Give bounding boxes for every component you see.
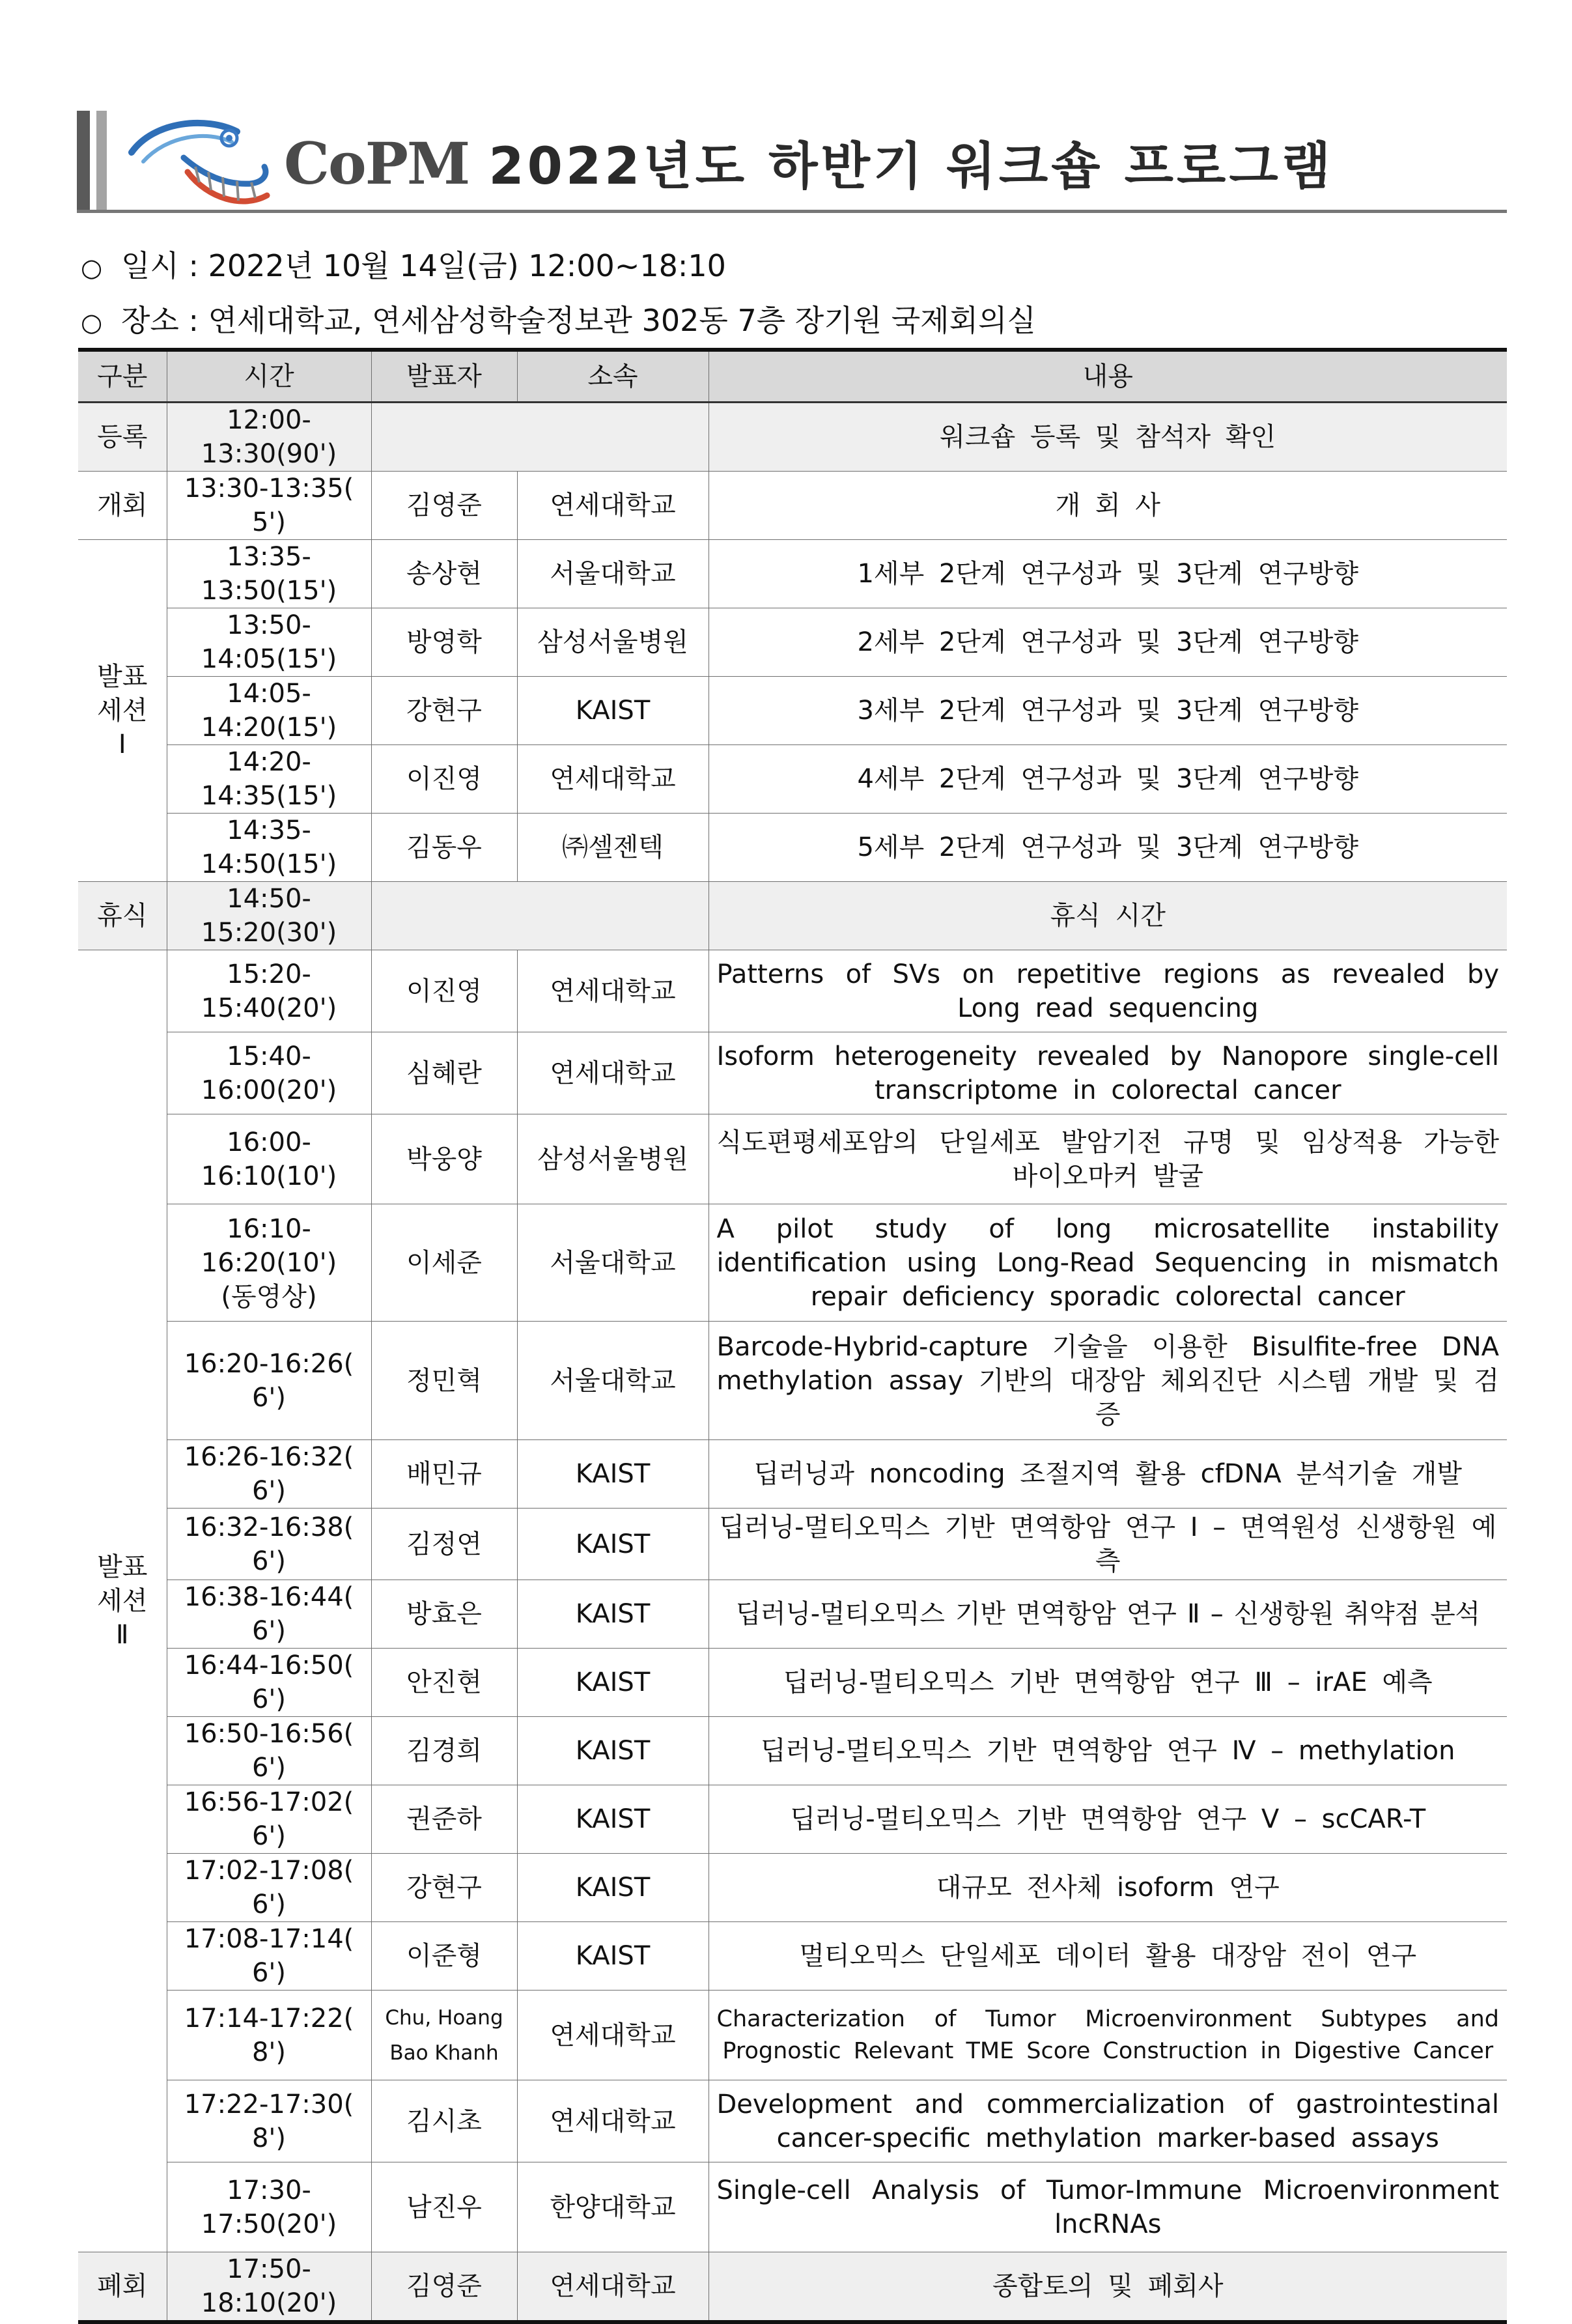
affiliation-cell: KAIST (517, 1440, 709, 1509)
table-row (78, 677, 1507, 745)
header-accent-bars (77, 111, 111, 210)
presenter-cell: 김시초 (371, 2080, 517, 2162)
empty-cell (371, 882, 709, 950)
time-cell: 13:35-13:50(15') (167, 540, 371, 608)
info-date-line: ○ 일시 : 2022년 10월 14일(금) 12:00~18:10 (81, 248, 726, 283)
presenter-cell: Chu, Hoang Bao Khanh (371, 1991, 517, 2080)
content-cell: 2세부 2단계 연구성과 및 3단계 연구방향 (709, 608, 1507, 677)
affiliation-cell: 삼성서울병원 (517, 608, 709, 677)
presenter-cell: 이세준 (371, 1204, 517, 1322)
column-header: 구분 (78, 350, 167, 403)
time-cell: 14:20-14:35(15') (167, 745, 371, 814)
time-cell: 16:20-16:26( 6') (167, 1322, 371, 1440)
content-cell: Characterization of Tumor Microenvironment Subtypes and Prognostic Relevant TME Score Construction in Digestive Cancer (709, 1991, 1507, 2080)
content-cell: Single-cell Analysis of Tumor-Immune Microenvironment lncRNAs (709, 2162, 1507, 2252)
affiliation-cell: 연세대학교 (517, 1991, 709, 2080)
info-place-line: ○ 장소 : 연세대학교, 연세삼성학술정보관 302동 7층 장기원 국제회의실 (81, 303, 1036, 338)
table-row (78, 1785, 1507, 1854)
affiliation-cell: 연세대학교 (517, 1032, 709, 1114)
affiliation-cell: KAIST (517, 1649, 709, 1717)
time-cell: 14:50-15:20(30') (167, 882, 371, 950)
time-cell: 16:32-16:38( 6') (167, 1509, 371, 1580)
bullet-icon: ○ (81, 253, 103, 282)
table-row (78, 1922, 1507, 1991)
presenter-cell: 김경희 (371, 1717, 517, 1785)
date-value: 2022년 10월 14일(금) 12:00~18:10 (208, 248, 726, 283)
table-row (78, 1991, 1507, 2080)
page-title (284, 128, 1334, 199)
presenter-cell: 강현구 (371, 1854, 517, 1922)
presenter-cell: 김영준 (371, 2252, 517, 2323)
table-row (78, 1032, 1507, 1114)
presenter-cell: 송상현 (371, 540, 517, 608)
content-cell: 식도편평세포암의 단일세포 발암기전 규명 및 임상적용 가능한 바이오마커 발굴 (709, 1114, 1507, 1204)
column-header: 내용 (709, 350, 1507, 403)
category-cell: 휴식 (78, 882, 167, 950)
empty-cell (371, 403, 709, 472)
video-note: (동영상) (221, 1281, 317, 1312)
presenter-cell: 안진현 (371, 1649, 517, 1717)
time-cell: 17:30-17:50(20') (167, 2162, 371, 2252)
content-cell: 딥러닝과 noncoding 조절지역 활용 cfDNA 분석기술 개발 (709, 1440, 1507, 1509)
affiliation-cell: 연세대학교 (517, 745, 709, 814)
time-cell: 15:40-16:00(20') (167, 1032, 371, 1114)
table-row (78, 540, 1507, 608)
table-row (78, 1440, 1507, 1509)
affiliation-cell: 한양대학교 (517, 2162, 709, 2252)
presenter-cell: 권준하 (371, 1785, 517, 1854)
column-header: 시간 (167, 350, 371, 403)
column-header: 소속 (517, 350, 709, 403)
affiliation-cell: 서울대학교 (517, 540, 709, 608)
presenter-cell: 김정연 (371, 1509, 517, 1580)
time-cell: 16:26-16:32( 6') (167, 1440, 371, 1509)
affiliation-cell: 연세대학교 (517, 2080, 709, 2162)
presenter-cell: 박웅양 (371, 1114, 517, 1204)
content-cell: 대규모 전사체 isoform 연구 (709, 1854, 1507, 1922)
table-row (78, 950, 1507, 1032)
copm-dna-logo-icon (128, 112, 274, 210)
category-cell: 개회 (78, 472, 167, 540)
time-cell: 15:20-15:40(20') (167, 950, 371, 1032)
table-row (78, 1322, 1507, 1440)
program-table (78, 348, 1507, 2324)
brand-name: CoPM (284, 130, 470, 197)
affiliation-cell: KAIST (517, 1717, 709, 1785)
time-cell: 16:00-16:10(10') (167, 1114, 371, 1204)
content-cell: 멀티오믹스 단일세포 데이터 활용 대장암 전이 연구 (709, 1922, 1507, 1991)
table-row (78, 2252, 1507, 2323)
affiliation-cell: 서울대학교 (517, 1322, 709, 1440)
table-row (78, 814, 1507, 882)
table-row (78, 1509, 1507, 1580)
content-cell: Patterns of SVs on repetitive regions as revealed by Long read sequencing (709, 950, 1507, 1032)
presenter-cell: 남진우 (371, 2162, 517, 2252)
time-text: 16:10-16:20(10') (201, 1213, 337, 1278)
table-row (78, 1854, 1507, 1922)
table-row (78, 745, 1507, 814)
column-header: 발표자 (371, 350, 517, 403)
affiliation-cell: 연세대학교 (517, 950, 709, 1032)
content-cell: 딥러닝-멀티오믹스 기반 면역항암 연구 Ⅲ – irAE 예측 (709, 1649, 1507, 1717)
content-cell: 5세부 2단계 연구성과 및 3단계 연구방향 (709, 814, 1507, 882)
time-cell: 17:08-17:14( 6') (167, 1922, 371, 1991)
header-divider (77, 210, 1507, 213)
table-row (78, 2162, 1507, 2252)
category-cell-session1: 발표 세션 I (78, 540, 167, 882)
presenter-cell: 이준형 (371, 1922, 517, 1991)
table-row (78, 882, 1507, 950)
time-cell: 16:56-17:02( 6') (167, 1785, 371, 1854)
category-cell: 폐회 (78, 2252, 167, 2323)
content-cell: 딥러닝-멀티오믹스 기반 면역항암 연구 I – 면역원성 신생항원 예측 (709, 1509, 1507, 1580)
content-cell: Development and commercialization of gastrointestinal cancer-specific methylation marker-based assays (709, 2080, 1507, 2162)
affiliation-cell: 삼성서울병원 (517, 1114, 709, 1204)
presenter-cell: 방영학 (371, 608, 517, 677)
time-cell: 17:14-17:22( 8') (167, 1991, 371, 2080)
affiliation-cell: KAIST (517, 1509, 709, 1580)
table-header-row (78, 350, 1507, 403)
presenter-cell: 김영준 (371, 472, 517, 540)
category-cell: 등록 (78, 403, 167, 472)
time-cell: 14:35-14:50(15') (167, 814, 371, 882)
content-cell: 1세부 2단계 연구성과 및 3단계 연구방향 (709, 540, 1507, 608)
affiliation-cell: 연세대학교 (517, 2252, 709, 2323)
place-label: 장소 (121, 303, 179, 338)
table-row (78, 2080, 1507, 2162)
affiliation-cell: KAIST (517, 677, 709, 745)
presenter-cell: 이진영 (371, 950, 517, 1032)
time-cell: 16:38-16:44( 6') (167, 1580, 371, 1649)
bullet-icon: ○ (81, 308, 103, 337)
affiliation-cell: KAIST (517, 1785, 709, 1854)
accent-bar-light (96, 111, 107, 210)
time-cell: 17:50-18:10(20') (167, 2252, 371, 2323)
content-cell: 4세부 2단계 연구성과 및 3단계 연구방향 (709, 745, 1507, 814)
date-label: 일시 (121, 248, 179, 283)
content-cell: 딥러닝-멀티오믹스 기반 면역항암 연구 Ⅴ – scCAR-T (709, 1785, 1507, 1854)
time-cell: 17:02-17:08( 6') (167, 1854, 371, 1922)
time-cell: 13:50-14:05(15') (167, 608, 371, 677)
content-cell: A pilot study of long microsatellite instability identification using Long-Read Sequencing in mismatch repair deficiency sporadic colorectal cancer (709, 1204, 1507, 1322)
accent-bar-dark (77, 111, 90, 210)
affiliation-cell: KAIST (517, 1580, 709, 1649)
affiliation-cell: ㈜셀젠텍 (517, 814, 709, 882)
content-cell: Isoform heterogeneity revealed by Nanopore single-cell transcriptome in colorectal cancer (709, 1032, 1507, 1114)
table-row (78, 1717, 1507, 1785)
time-cell: 13:30-13:35( 5') (167, 472, 371, 540)
content-cell: 딥러닝-멀티오믹스 기반 면역항암 연구 Ⅳ – methylation (709, 1717, 1507, 1785)
time-cell: 12:00-13:30(90') (167, 403, 371, 472)
content-cell: 종합토의 및 폐회사 (709, 2252, 1507, 2323)
content-cell: 워크숍 등록 및 참석자 확인 (709, 403, 1507, 472)
content-cell: 개 회 사 (709, 472, 1507, 540)
content-cell: 딥러닝-멀티오믹스 기반 면역항암 연구 Ⅱ – 신생항원 취약점 분석 (709, 1580, 1507, 1649)
affiliation-cell: 연세대학교 (517, 472, 709, 540)
table-row (78, 1204, 1507, 1322)
content-cell: Barcode-Hybrid-capture 기술을 이용한 Bisulfite-free DNA methylation assay 기반의 대장암 체외진단 시스템 개발 및 검증 (709, 1322, 1507, 1440)
content-cell: 3세부 2단계 연구성과 및 3단계 연구방향 (709, 677, 1507, 745)
presenter-cell: 배민규 (371, 1440, 517, 1509)
affiliation-cell: KAIST (517, 1854, 709, 1922)
time-cell: 17:22-17:30( 8') (167, 2080, 371, 2162)
time-cell (167, 1204, 371, 1322)
presenter-cell: 이진영 (371, 745, 517, 814)
table-row (78, 1114, 1507, 1204)
table-row (78, 1649, 1507, 1717)
content-cell: 휴식 시간 (709, 882, 1507, 950)
table-row (78, 472, 1507, 540)
presenter-cell: 강현구 (371, 677, 517, 745)
table-row (78, 403, 1507, 472)
time-cell: 14:05-14:20(15') (167, 677, 371, 745)
table-row (78, 608, 1507, 677)
title-text: 2022년도 하반기 워크숍 프로그램 (488, 137, 1334, 196)
table-row (78, 1580, 1507, 1649)
time-cell: 16:50-16:56( 6') (167, 1717, 371, 1785)
presenter-cell: 김동우 (371, 814, 517, 882)
place-value: 연세대학교, 연세삼성학술정보관 302동 7층 장기원 국제회의실 (208, 303, 1036, 338)
time-cell: 16:44-16:50( 6') (167, 1649, 371, 1717)
presenter-cell: 심혜란 (371, 1032, 517, 1114)
presenter-cell: 방효은 (371, 1580, 517, 1649)
category-cell-session2: 발표 세션 Ⅱ (78, 950, 167, 2252)
affiliation-cell: 서울대학교 (517, 1204, 709, 1322)
affiliation-cell: KAIST (517, 1922, 709, 1991)
presenter-cell: 정민혁 (371, 1322, 517, 1440)
